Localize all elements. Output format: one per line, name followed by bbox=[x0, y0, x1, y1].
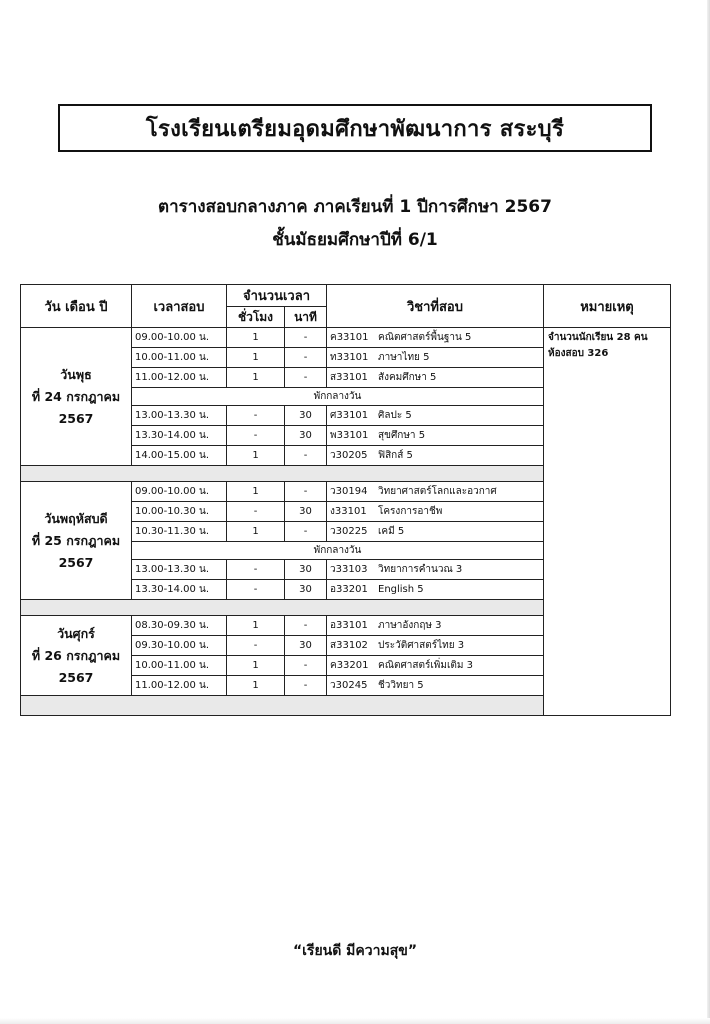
note-cell: จำนวนนักเรียน 28 คน ห้องสอบ 326 bbox=[544, 328, 671, 716]
time-cell: 11.00-12.00 น. bbox=[132, 676, 227, 696]
subject-cell: พ33101 สุขศึกษา 5 bbox=[327, 426, 544, 446]
day-cell: วันพุธ ที่ 24 กรกฎาคม 2567 bbox=[21, 328, 132, 466]
hours-cell: - bbox=[227, 580, 285, 600]
minutes-cell: - bbox=[285, 616, 327, 636]
hours-cell: - bbox=[227, 636, 285, 656]
time-cell: 13.30-14.00 น. bbox=[132, 426, 227, 446]
day-separator bbox=[21, 696, 544, 716]
subject-cell: ส33101 สังคมศึกษา 5 bbox=[327, 368, 544, 388]
minutes-cell: 30 bbox=[285, 406, 327, 426]
time-cell: 14.00-15.00 น. bbox=[132, 446, 227, 466]
hours-cell: 1 bbox=[227, 328, 285, 348]
time-cell: 13.00-13.30 น. bbox=[132, 406, 227, 426]
subject-cell: ว30194 วิทยาศาสตร์โลกและอวกาศ bbox=[327, 482, 544, 502]
time-cell: 10.00-11.00 น. bbox=[132, 656, 227, 676]
time-cell: 11.00-12.00 น. bbox=[132, 368, 227, 388]
minutes-cell: - bbox=[285, 368, 327, 388]
subject-cell: อ33101 ภาษาอังกฤษ 3 bbox=[327, 616, 544, 636]
header-minutes: นาที bbox=[285, 307, 327, 328]
header-note: หมายเหตุ bbox=[544, 285, 671, 328]
hours-cell: 1 bbox=[227, 368, 285, 388]
table-row bbox=[21, 328, 671, 348]
school-name: โรงเรียนเตรียมอุดมศึกษาพัฒนาการ สระบุรี bbox=[145, 116, 565, 142]
day-separator bbox=[21, 600, 544, 616]
time-cell: 10.00-11.00 น. bbox=[132, 348, 227, 368]
minutes-cell: 30 bbox=[285, 560, 327, 580]
minutes-cell: 30 bbox=[285, 426, 327, 446]
header-hours: ชั่วโมง bbox=[227, 307, 285, 328]
header-time: เวลาสอบ bbox=[132, 285, 227, 328]
day-cell: วันพฤหัสบดี ที่ 25 กรกฎาคม 2567 bbox=[21, 482, 132, 600]
time-cell: 13.30-14.00 น. bbox=[132, 580, 227, 600]
day-cell: วันศุกร์ ที่ 26 กรกฎาคม 2567 bbox=[21, 616, 132, 696]
header-date: วัน เดือน ปี bbox=[21, 285, 132, 328]
minutes-cell: - bbox=[285, 656, 327, 676]
subject-cell: ศ33101 ศิลปะ 5 bbox=[327, 406, 544, 426]
lunch-break: พักกลางวัน bbox=[132, 542, 544, 560]
hours-cell: 1 bbox=[227, 676, 285, 696]
hours-cell: 1 bbox=[227, 656, 285, 676]
hours-cell: - bbox=[227, 502, 285, 522]
subject-cell: ค33101 คณิตศาสตร์พื้นฐาน 5 bbox=[327, 328, 544, 348]
exam-schedule-table bbox=[20, 284, 671, 716]
page-shadow bbox=[0, 1018, 710, 1024]
hours-cell: 1 bbox=[227, 446, 285, 466]
hours-cell: 1 bbox=[227, 616, 285, 636]
time-cell: 10.30-11.30 น. bbox=[132, 522, 227, 542]
minutes-cell: - bbox=[285, 446, 327, 466]
motto: “เรียนดี มีความสุข” bbox=[292, 943, 418, 959]
hours-cell: 1 bbox=[227, 482, 285, 502]
time-cell: 10.00-10.30 น. bbox=[132, 502, 227, 522]
minutes-cell: - bbox=[285, 482, 327, 502]
subject-cell: อ33201 English 5 bbox=[327, 580, 544, 600]
subject-cell: ง33101 โครงการอาชีพ bbox=[327, 502, 544, 522]
exam-title: ตารางสอบกลางภาค ภาคเรียนที่ 1 ปีการศึกษา 2567 bbox=[158, 197, 552, 217]
minutes-cell: - bbox=[285, 348, 327, 368]
minutes-cell: 30 bbox=[285, 580, 327, 600]
hours-cell: - bbox=[227, 426, 285, 446]
minutes-cell: - bbox=[285, 522, 327, 542]
header-subject: วิชาที่สอบ bbox=[327, 285, 544, 328]
minutes-cell: 30 bbox=[285, 636, 327, 656]
subject-cell: ค33201 คณิตศาสตร์เพิ่มเติม 3 bbox=[327, 656, 544, 676]
subject-cell: ท33101 ภาษาไทย 5 bbox=[327, 348, 544, 368]
time-cell: 09.00-10.00 น. bbox=[132, 482, 227, 502]
hours-cell: - bbox=[227, 406, 285, 426]
header-duration: จำนวนเวลา bbox=[227, 285, 327, 307]
time-cell: 08.30-09.30 น. bbox=[132, 616, 227, 636]
minutes-cell: - bbox=[285, 676, 327, 696]
minutes-cell: 30 bbox=[285, 502, 327, 522]
subject-cell: ว33103 วิทยาการคำนวณ 3 bbox=[327, 560, 544, 580]
subject-cell: ว30225 เคมี 5 bbox=[327, 522, 544, 542]
subject-cell: ว30205 ฟิสิกส์ 5 bbox=[327, 446, 544, 466]
minutes-cell: - bbox=[285, 328, 327, 348]
time-cell: 09.00-10.00 น. bbox=[132, 328, 227, 348]
hours-cell: 1 bbox=[227, 522, 285, 542]
subject-cell: ส33102 ประวัติศาสตร์ไทย 3 bbox=[327, 636, 544, 656]
subject-cell: ว30245 ชีววิทยา 5 bbox=[327, 676, 544, 696]
school-name-box bbox=[58, 104, 652, 152]
time-cell: 13.00-13.30 น. bbox=[132, 560, 227, 580]
hours-cell: 1 bbox=[227, 348, 285, 368]
hours-cell: - bbox=[227, 560, 285, 580]
day-separator bbox=[21, 466, 544, 482]
class-title: ชั้นมัธยมศึกษาปีที่ 6/1 bbox=[272, 230, 438, 250]
lunch-break: พักกลางวัน bbox=[132, 388, 544, 406]
time-cell: 09.30-10.00 น. bbox=[132, 636, 227, 656]
